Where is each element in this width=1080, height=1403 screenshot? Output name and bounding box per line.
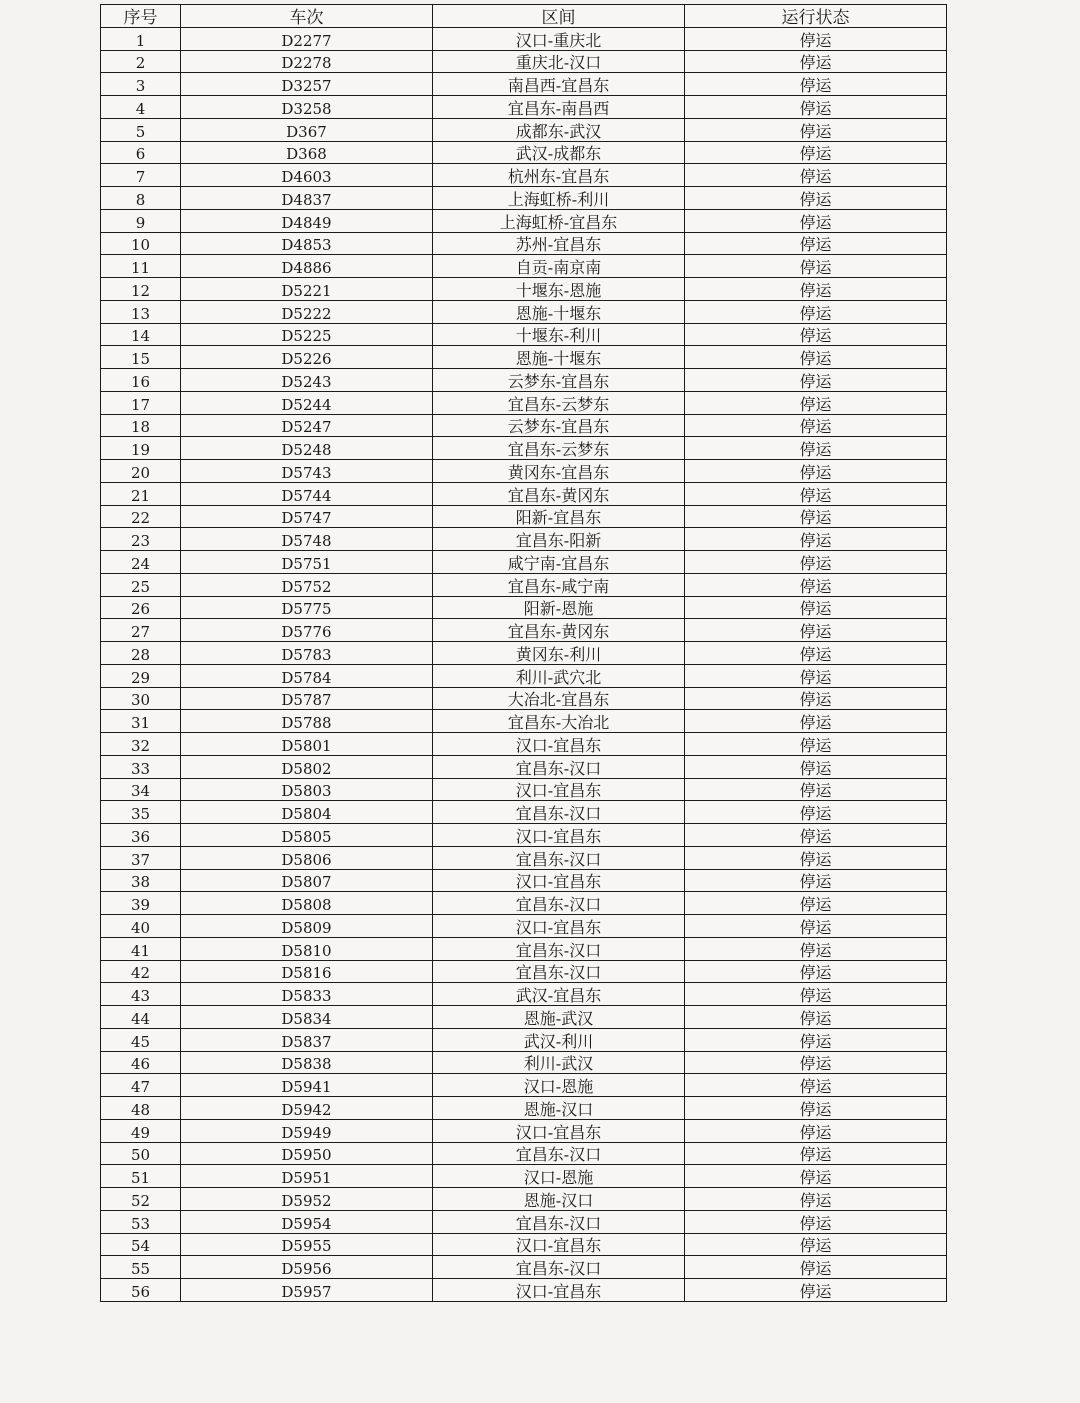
table-row <box>101 892 947 915</box>
table-row <box>101 369 947 392</box>
cell-route: 十堰东-恩施 <box>433 278 685 301</box>
table-row <box>101 1119 947 1142</box>
cell-index: 34 <box>101 778 181 801</box>
cell-index: 35 <box>101 801 181 824</box>
cell-train-number: D2277 <box>181 27 433 50</box>
cell-index: 27 <box>101 619 181 642</box>
cell-index: 19 <box>101 437 181 460</box>
cell-status: 停运 <box>685 278 947 301</box>
table-row <box>101 687 947 710</box>
table-row <box>101 141 947 164</box>
table-row <box>101 1142 947 1165</box>
cell-train-number: D5801 <box>181 733 433 756</box>
table-row <box>101 778 947 801</box>
cell-status: 停运 <box>685 778 947 801</box>
cell-status: 停运 <box>685 505 947 528</box>
cell-route: 宜昌东-汉口 <box>433 892 685 915</box>
cell-train-number: D5807 <box>181 869 433 892</box>
cell-route: 成都东-武汉 <box>433 118 685 141</box>
cell-status: 停运 <box>685 596 947 619</box>
cell-route: 自贡-南京南 <box>433 255 685 278</box>
cell-route: 恩施-十堰东 <box>433 300 685 323</box>
table-row <box>101 733 947 756</box>
table-row <box>101 278 947 301</box>
cell-train-number: D5222 <box>181 300 433 323</box>
cell-index: 26 <box>101 596 181 619</box>
cell-route: 恩施-武汉 <box>433 1006 685 1029</box>
cell-index: 53 <box>101 1210 181 1233</box>
table-row <box>101 1256 947 1279</box>
cell-train-number: D4603 <box>181 164 433 187</box>
cell-index: 17 <box>101 391 181 414</box>
cell-status: 停运 <box>685 869 947 892</box>
table-row <box>101 255 947 278</box>
cell-index: 49 <box>101 1119 181 1142</box>
cell-train-number: D5942 <box>181 1097 433 1120</box>
cell-index: 50 <box>101 1142 181 1165</box>
cell-status: 停运 <box>685 846 947 869</box>
cell-index: 36 <box>101 824 181 847</box>
cell-status: 停运 <box>685 983 947 1006</box>
table-row <box>101 528 947 551</box>
cell-train-number: D5833 <box>181 983 433 1006</box>
table-row <box>101 1233 947 1256</box>
table-row <box>101 187 947 210</box>
cell-train-number: D5837 <box>181 1028 433 1051</box>
cell-status: 停运 <box>685 164 947 187</box>
cell-train-number: D5225 <box>181 323 433 346</box>
cell-train-number: D368 <box>181 141 433 164</box>
cell-index: 1 <box>101 27 181 50</box>
cell-index: 42 <box>101 960 181 983</box>
cell-route: 南昌西-宜昌东 <box>433 73 685 96</box>
cell-route: 汉口-重庆北 <box>433 27 685 50</box>
cell-train-number: D367 <box>181 118 433 141</box>
table-row <box>101 642 947 665</box>
cell-index: 46 <box>101 1051 181 1074</box>
cell-train-number: D5956 <box>181 1256 433 1279</box>
cell-index: 32 <box>101 733 181 756</box>
cell-train-number: D5752 <box>181 573 433 596</box>
table-row <box>101 960 947 983</box>
table-row <box>101 1165 947 1188</box>
cell-index: 5 <box>101 118 181 141</box>
cell-train-number: D5816 <box>181 960 433 983</box>
cell-index: 48 <box>101 1097 181 1120</box>
cell-status: 停运 <box>685 1279 947 1302</box>
table-row <box>101 1097 947 1120</box>
cell-route: 恩施-汉口 <box>433 1097 685 1120</box>
cell-status: 停运 <box>685 391 947 414</box>
cell-status: 停运 <box>685 1006 947 1029</box>
cell-train-number: D5243 <box>181 369 433 392</box>
cell-train-number: D5776 <box>181 619 433 642</box>
cell-index: 2 <box>101 50 181 73</box>
header-status: 运行状态 <box>685 5 947 28</box>
table-row <box>101 1188 947 1211</box>
cell-status: 停运 <box>685 687 947 710</box>
cell-route: 宜昌东-汉口 <box>433 1256 685 1279</box>
cell-status: 停运 <box>685 1165 947 1188</box>
cell-status: 停运 <box>685 369 947 392</box>
cell-status: 停运 <box>685 96 947 119</box>
cell-route: 宜昌东-汉口 <box>433 960 685 983</box>
cell-train-number: D5805 <box>181 824 433 847</box>
cell-status: 停运 <box>685 482 947 505</box>
cell-route: 阳新-宜昌东 <box>433 505 685 528</box>
cell-train-number: D5248 <box>181 437 433 460</box>
cell-train-number: D5747 <box>181 505 433 528</box>
table-row <box>101 1028 947 1051</box>
cell-train-number: D5951 <box>181 1165 433 1188</box>
cell-status: 停运 <box>685 141 947 164</box>
table-row <box>101 573 947 596</box>
cell-status: 停运 <box>685 551 947 574</box>
cell-index: 11 <box>101 255 181 278</box>
cell-route: 重庆北-汉口 <box>433 50 685 73</box>
cell-status: 停运 <box>685 1256 947 1279</box>
cell-status: 停运 <box>685 915 947 938</box>
cell-route: 大冶北-宜昌东 <box>433 687 685 710</box>
cell-index: 6 <box>101 141 181 164</box>
cell-route: 上海虹桥-利川 <box>433 187 685 210</box>
cell-train-number: D5955 <box>181 1233 433 1256</box>
header-route: 区间 <box>433 5 685 28</box>
cell-status: 停运 <box>685 414 947 437</box>
cell-route: 黄冈东-宜昌东 <box>433 460 685 483</box>
cell-index: 43 <box>101 983 181 1006</box>
cell-route: 宜昌东-云梦东 <box>433 437 685 460</box>
cell-status: 停运 <box>685 824 947 847</box>
cell-status: 停运 <box>685 437 947 460</box>
cell-index: 15 <box>101 346 181 369</box>
cell-index: 55 <box>101 1256 181 1279</box>
cell-route: 宜昌东-咸宁南 <box>433 573 685 596</box>
cell-index: 13 <box>101 300 181 323</box>
cell-route: 宜昌东-汉口 <box>433 1210 685 1233</box>
cell-index: 22 <box>101 505 181 528</box>
table-row <box>101 710 947 733</box>
table-row <box>101 414 947 437</box>
cell-train-number: D5804 <box>181 801 433 824</box>
cell-train-number: D5244 <box>181 391 433 414</box>
table-row <box>101 755 947 778</box>
cell-status: 停运 <box>685 346 947 369</box>
cell-train-number: D5802 <box>181 755 433 778</box>
cell-train-number: D5803 <box>181 778 433 801</box>
cell-index: 56 <box>101 1279 181 1302</box>
cell-status: 停运 <box>685 960 947 983</box>
cell-route: 汉口-恩施 <box>433 1165 685 1188</box>
cell-status: 停运 <box>685 460 947 483</box>
cell-train-number: D5775 <box>181 596 433 619</box>
cell-status: 停运 <box>685 1142 947 1165</box>
cell-train-number: D5784 <box>181 664 433 687</box>
cell-route: 宜昌东-南昌西 <box>433 96 685 119</box>
cell-index: 10 <box>101 232 181 255</box>
table-row <box>101 209 947 232</box>
table-row <box>101 300 947 323</box>
cell-status: 停运 <box>685 1028 947 1051</box>
cell-train-number: D5221 <box>181 278 433 301</box>
cell-status: 停运 <box>685 1119 947 1142</box>
cell-status: 停运 <box>685 710 947 733</box>
cell-train-number: D5952 <box>181 1188 433 1211</box>
cell-train-number: D4886 <box>181 255 433 278</box>
cell-train-number: D5806 <box>181 846 433 869</box>
cell-status: 停运 <box>685 300 947 323</box>
cell-status: 停运 <box>685 118 947 141</box>
cell-index: 8 <box>101 187 181 210</box>
cell-route: 汉口-宜昌东 <box>433 1119 685 1142</box>
cell-index: 51 <box>101 1165 181 1188</box>
table-row <box>101 1279 947 1302</box>
cell-index: 31 <box>101 710 181 733</box>
table-row <box>101 460 947 483</box>
cell-route: 宜昌东-汉口 <box>433 755 685 778</box>
cell-train-number: D5783 <box>181 642 433 665</box>
cell-status: 停运 <box>685 209 947 232</box>
table-row <box>101 1210 947 1233</box>
cell-route: 汉口-宜昌东 <box>433 733 685 756</box>
cell-route: 黄冈东-利川 <box>433 642 685 665</box>
cell-status: 停运 <box>685 1097 947 1120</box>
table-row <box>101 551 947 574</box>
cell-index: 16 <box>101 369 181 392</box>
cell-index: 40 <box>101 915 181 938</box>
cell-status: 停运 <box>685 187 947 210</box>
cell-status: 停运 <box>685 232 947 255</box>
table-row <box>101 801 947 824</box>
cell-train-number: D5949 <box>181 1119 433 1142</box>
header-index: 序号 <box>101 5 181 28</box>
table-row <box>101 323 947 346</box>
cell-route: 汉口-宜昌东 <box>433 778 685 801</box>
table-row <box>101 915 947 938</box>
table-row <box>101 232 947 255</box>
table-row <box>101 664 947 687</box>
cell-index: 18 <box>101 414 181 437</box>
table-row <box>101 596 947 619</box>
cell-index: 12 <box>101 278 181 301</box>
cell-train-number: D5834 <box>181 1006 433 1029</box>
table-row <box>101 869 947 892</box>
cell-status: 停运 <box>685 801 947 824</box>
cell-route: 杭州东-宜昌东 <box>433 164 685 187</box>
cell-route: 云梦东-宜昌东 <box>433 369 685 392</box>
cell-train-number: D3257 <box>181 73 433 96</box>
cell-index: 28 <box>101 642 181 665</box>
table-row <box>101 391 947 414</box>
table-row <box>101 505 947 528</box>
cell-train-number: D5787 <box>181 687 433 710</box>
cell-index: 3 <box>101 73 181 96</box>
cell-status: 停运 <box>685 323 947 346</box>
cell-route: 宜昌东-汉口 <box>433 846 685 869</box>
cell-train-number: D2278 <box>181 50 433 73</box>
cell-status: 停运 <box>685 573 947 596</box>
table-row <box>101 482 947 505</box>
cell-train-number: D5954 <box>181 1210 433 1233</box>
header-train-number: 车次 <box>181 5 433 28</box>
cell-train-number: D5247 <box>181 414 433 437</box>
cell-route: 上海虹桥-宜昌东 <box>433 209 685 232</box>
cell-train-number: D3258 <box>181 96 433 119</box>
cell-status: 停运 <box>685 1074 947 1097</box>
cell-index: 14 <box>101 323 181 346</box>
cell-train-number: D5788 <box>181 710 433 733</box>
cell-train-number: D5950 <box>181 1142 433 1165</box>
cell-route: 宜昌东-黄冈东 <box>433 619 685 642</box>
table-header-row <box>101 5 947 28</box>
cell-index: 30 <box>101 687 181 710</box>
cell-index: 44 <box>101 1006 181 1029</box>
cell-route: 宜昌东-大冶北 <box>433 710 685 733</box>
cell-index: 4 <box>101 96 181 119</box>
cell-index: 37 <box>101 846 181 869</box>
cell-index: 23 <box>101 528 181 551</box>
table-row <box>101 983 947 1006</box>
cell-route: 恩施-汉口 <box>433 1188 685 1211</box>
table-row <box>101 73 947 96</box>
cell-index: 20 <box>101 460 181 483</box>
cell-status: 停运 <box>685 733 947 756</box>
cell-train-number: D5751 <box>181 551 433 574</box>
cell-route: 宜昌东-汉口 <box>433 801 685 824</box>
cell-route: 汉口-恩施 <box>433 1074 685 1097</box>
cell-index: 45 <box>101 1028 181 1051</box>
cell-route: 汉口-宜昌东 <box>433 915 685 938</box>
cell-index: 29 <box>101 664 181 687</box>
cell-status: 停运 <box>685 1210 947 1233</box>
cell-route: 武汉-成都东 <box>433 141 685 164</box>
cell-index: 9 <box>101 209 181 232</box>
table-row <box>101 1051 947 1074</box>
cell-route: 宜昌东-阳新 <box>433 528 685 551</box>
cell-train-number: D4849 <box>181 209 433 232</box>
table-row <box>101 50 947 73</box>
cell-route: 十堰东-利川 <box>433 323 685 346</box>
cell-train-number: D5226 <box>181 346 433 369</box>
cell-status: 停运 <box>685 755 947 778</box>
cell-index: 24 <box>101 551 181 574</box>
cell-route: 汉口-宜昌东 <box>433 869 685 892</box>
cell-index: 33 <box>101 755 181 778</box>
table-row <box>101 619 947 642</box>
cell-route: 苏州-宜昌东 <box>433 232 685 255</box>
cell-train-number: D4853 <box>181 232 433 255</box>
cell-route: 恩施-十堰东 <box>433 346 685 369</box>
cell-route: 阳新-恩施 <box>433 596 685 619</box>
table-row <box>101 1006 947 1029</box>
cell-status: 停运 <box>685 255 947 278</box>
cell-status: 停运 <box>685 50 947 73</box>
table-row <box>101 27 947 50</box>
cell-status: 停运 <box>685 1051 947 1074</box>
table-row <box>101 164 947 187</box>
cell-status: 停运 <box>685 892 947 915</box>
cell-index: 39 <box>101 892 181 915</box>
cell-status: 停运 <box>685 528 947 551</box>
cell-status: 停运 <box>685 619 947 642</box>
cell-train-number: D5748 <box>181 528 433 551</box>
table-row <box>101 1074 947 1097</box>
cell-index: 38 <box>101 869 181 892</box>
cell-status: 停运 <box>685 1188 947 1211</box>
cell-route: 宜昌东-汉口 <box>433 937 685 960</box>
cell-train-number: D5743 <box>181 460 433 483</box>
table-row <box>101 937 947 960</box>
cell-status: 停运 <box>685 937 947 960</box>
cell-train-number: D5809 <box>181 915 433 938</box>
cell-route: 宜昌东-云梦东 <box>433 391 685 414</box>
cell-route: 宜昌东-黄冈东 <box>433 482 685 505</box>
cell-index: 21 <box>101 482 181 505</box>
cell-route: 利川-武穴北 <box>433 664 685 687</box>
cell-train-number: D5808 <box>181 892 433 915</box>
cell-train-number: D5838 <box>181 1051 433 1074</box>
cell-route: 汉口-宜昌东 <box>433 824 685 847</box>
cell-route: 汉口-宜昌东 <box>433 1279 685 1302</box>
table-row <box>101 118 947 141</box>
table-row <box>101 824 947 847</box>
cell-index: 52 <box>101 1188 181 1211</box>
cell-status: 停运 <box>685 73 947 96</box>
cell-index: 25 <box>101 573 181 596</box>
cell-train-number: D5810 <box>181 937 433 960</box>
table-row <box>101 346 947 369</box>
table-row <box>101 437 947 460</box>
cell-status: 停运 <box>685 27 947 50</box>
table-row <box>101 96 947 119</box>
cell-status: 停运 <box>685 664 947 687</box>
cell-train-number: D5744 <box>181 482 433 505</box>
train-suspension-table <box>100 4 947 1302</box>
cell-train-number: D5941 <box>181 1074 433 1097</box>
cell-route: 利川-武汉 <box>433 1051 685 1074</box>
cell-status: 停运 <box>685 642 947 665</box>
cell-status: 停运 <box>685 1233 947 1256</box>
cell-index: 41 <box>101 937 181 960</box>
cell-index: 47 <box>101 1074 181 1097</box>
cell-route: 云梦东-宜昌东 <box>433 414 685 437</box>
cell-route: 宜昌东-汉口 <box>433 1142 685 1165</box>
cell-route: 咸宁南-宜昌东 <box>433 551 685 574</box>
cell-route: 武汉-利川 <box>433 1028 685 1051</box>
cell-index: 7 <box>101 164 181 187</box>
cell-train-number: D5957 <box>181 1279 433 1302</box>
cell-route: 武汉-宜昌东 <box>433 983 685 1006</box>
cell-route: 汉口-宜昌东 <box>433 1233 685 1256</box>
table-row <box>101 846 947 869</box>
cell-index: 54 <box>101 1233 181 1256</box>
cell-train-number: D4837 <box>181 187 433 210</box>
